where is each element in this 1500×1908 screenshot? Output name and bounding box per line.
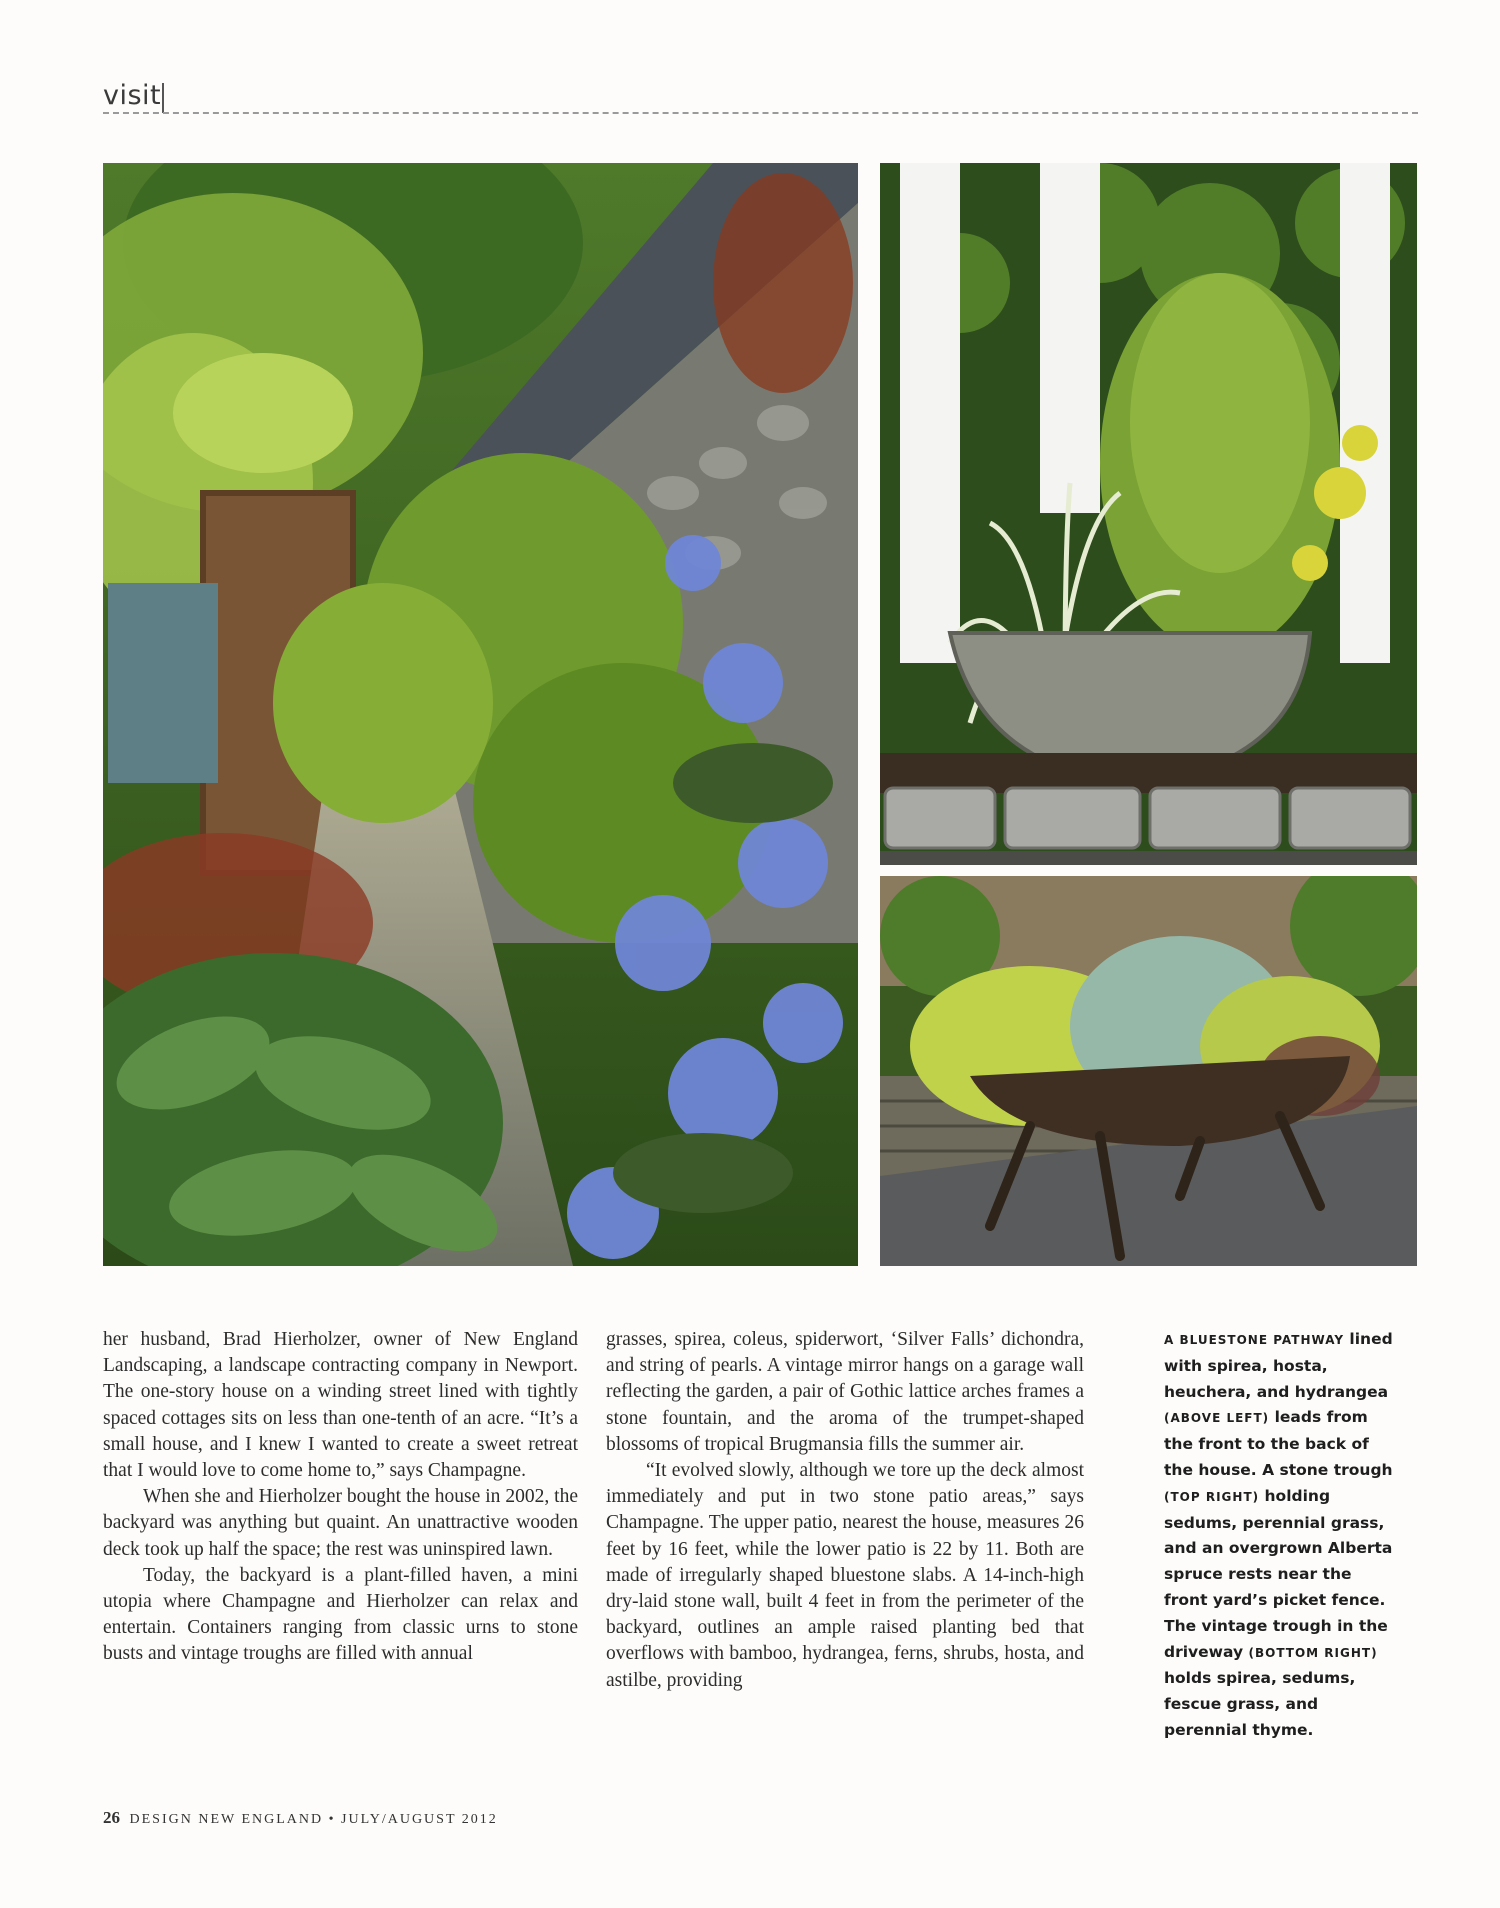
photo-vintage-trough: [880, 876, 1417, 1266]
caption-text: holds spirea, sedums, fescue grass, and perennial thyme.: [1164, 1669, 1356, 1739]
caption-photo-ref: (TOP RIGHT): [1164, 1489, 1260, 1504]
caption-text: holding sedums, perennial grass, and an overgrown Alberta spruce rests near the front yard’s picket fence. The vintage trough in the driveway: [1164, 1486, 1393, 1661]
header-dashed-rule: [103, 112, 1418, 114]
paragraph: When she and Hierholzer bought the house in 2002, the backyard was anything but quaint. An unattractive wooden deck took up half the space; the rest was uninspired lawn.: [103, 1486, 578, 1560]
caption-photo-ref: (ABOVE LEFT): [1164, 1411, 1270, 1426]
photo-caption: [1164, 1327, 1394, 1744]
caption-lead-in: A BLUESTONE PATHWAY: [1164, 1333, 1345, 1347]
photo-bluestone-pathway: [103, 163, 858, 1266]
body-column-1: [103, 1327, 578, 1668]
paragraph: grasses, spirea, coleus, spiderwort, ‘Silver Falls’ dichondra, and string of pearls. A vintage mirror hangs on a garage wall reflecting the garden, a pair of Gothic lattice arches frames a stone fountain, and the aroma of the trumpet-shaped blossoms of tropical Brugmansia fills the summer air.: [606, 1329, 1084, 1455]
page-number: 26: [103, 1808, 120, 1827]
section-label-tick: [162, 83, 164, 113]
section-label: visit: [103, 80, 162, 111]
body-column-2: [606, 1327, 1084, 1694]
publication-line: DESIGN NEW ENGLAND • JULY/AUGUST 2012: [129, 1812, 498, 1827]
caption-photo-ref: (BOTTOM RIGHT): [1248, 1645, 1378, 1660]
caption-text: leads from the front to the back of the house. A stone trough: [1164, 1408, 1393, 1479]
paragraph: Today, the backyard is a plant-filled haven, a mini utopia where Champagne and Hierholzer can relax and entertain. Containers ranging from classic urns to stone busts and vintage troughs are filled with annual: [103, 1564, 578, 1665]
page-footer: [103, 1808, 498, 1828]
photo-stone-trough: [880, 163, 1417, 865]
paragraph: her husband, Brad Hierholzer, owner of New England Landscaping, a landscape contracting company in Newport. The one-story house on a winding street lined with tightly spaced cottages sits on less than one-tenth of an acre. “It’s a small house, and I knew I wanted to create a sweet retreat that I would love to come home to,” says Champagne.: [103, 1329, 578, 1482]
paragraph: “It evolved slowly, although we tore up the deck almost immediately and put in two stone patio areas,” says Champagne. The upper patio, nearest the house, measures 26 feet by 16 feet, while the lower patio is 22 by 11. Both are made of irregularly shaped bluestone slabs. A 14-inch-high dry-laid stone wall, built 4 feet in from the perimeter of the backyard, outlines an ample raised planting bed that overflows with bamboo, hydrangea, ferns, shrubs, hosta, and astilbe, providing: [606, 1460, 1084, 1691]
caption-text: lined with spirea, hosta, heuchera, and hydrangea: [1164, 1330, 1393, 1401]
